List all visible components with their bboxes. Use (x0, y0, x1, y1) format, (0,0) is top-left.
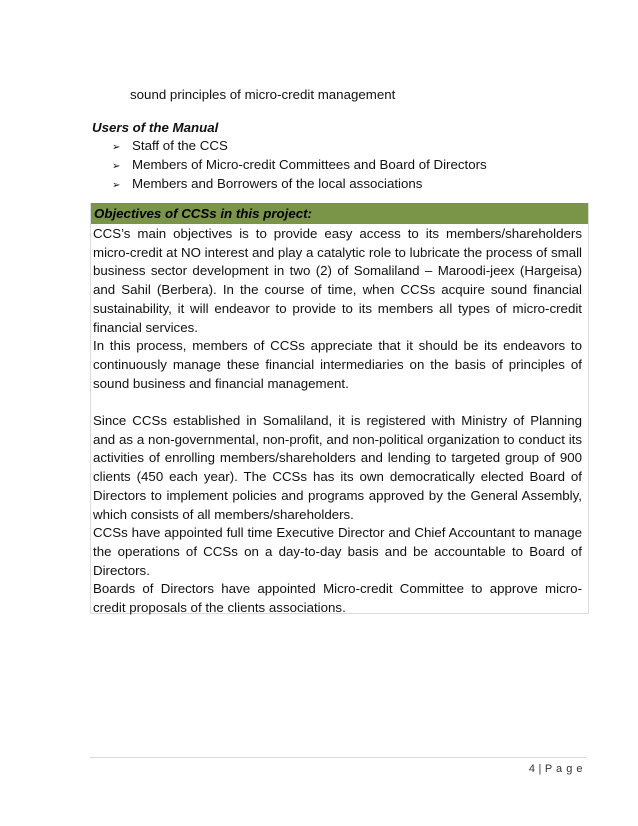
list-item-text: Staff of the CCS (132, 138, 228, 153)
paragraph: CCS’s main objectives is to provide easy access to its members/shareholders micro-credit at NO interest and play a catalytic role to lubricate the process of small business sector development in two (2) of Somaliland – Maroodi-jeex (Hargeisa) and Sahil (Berbera). In the course of time, when CCSs acquire sound financial sustainability, it will endeavor to provide to its members all types of micro-credit financial services. (93, 226, 582, 335)
footer-separator: | (538, 763, 542, 775)
arrow-bullet-icon: ➢ (112, 161, 121, 172)
list-item-text: Members of Micro-credit Committees and Board of Directors (132, 157, 487, 172)
users-heading: Users of the Manual (92, 120, 219, 135)
list-item (112, 155, 487, 174)
paragraph: Boards of Directors have appointed Micro-credit Committee to approve micro-credit proposals of the clients associations. (93, 581, 582, 616)
list-item (112, 136, 487, 155)
arrow-bullet-icon: ➢ (112, 142, 121, 153)
page-number: 4 (528, 763, 536, 775)
users-list (112, 136, 487, 193)
list-item-text: Members and Borrowers of the local associations (132, 176, 423, 191)
objectives-box (90, 203, 589, 614)
paragraph: In this process, members of CCSs appreciate that it should be its endeavors to continuously manage these financial intermediaries on the basis of principles of sound business and financial management. (93, 338, 582, 391)
objectives-body (91, 224, 588, 618)
page-footer (529, 761, 583, 777)
intro-line: sound principles of micro-credit management (130, 87, 396, 102)
list-item (112, 174, 487, 193)
arrow-bullet-icon: ➢ (112, 180, 121, 191)
objectives-heading: Objectives of CCSs in this project: (91, 203, 588, 224)
footer-divider (90, 757, 587, 758)
paragraph: CCSs have appointed full time Executive Director and Chief Accountant to manage the operations of CCSs on a day-to-day basis and be accountable to Board of Directors. (93, 525, 582, 578)
page-label: P a g e (544, 763, 583, 775)
paragraph: Since CCSs established in Somaliland, it is registered with Ministry of Planning and as a non-governmental, non-profit, and non-political organization to conduct its activities of enrolling members/shareholders and lending to targeted group of 900 clients (450 each year). The CCSs has its own democratically elected Board of Directors to implement policies and programs approved by the General Assembly, which consists of all members/shareholders. (93, 413, 582, 522)
